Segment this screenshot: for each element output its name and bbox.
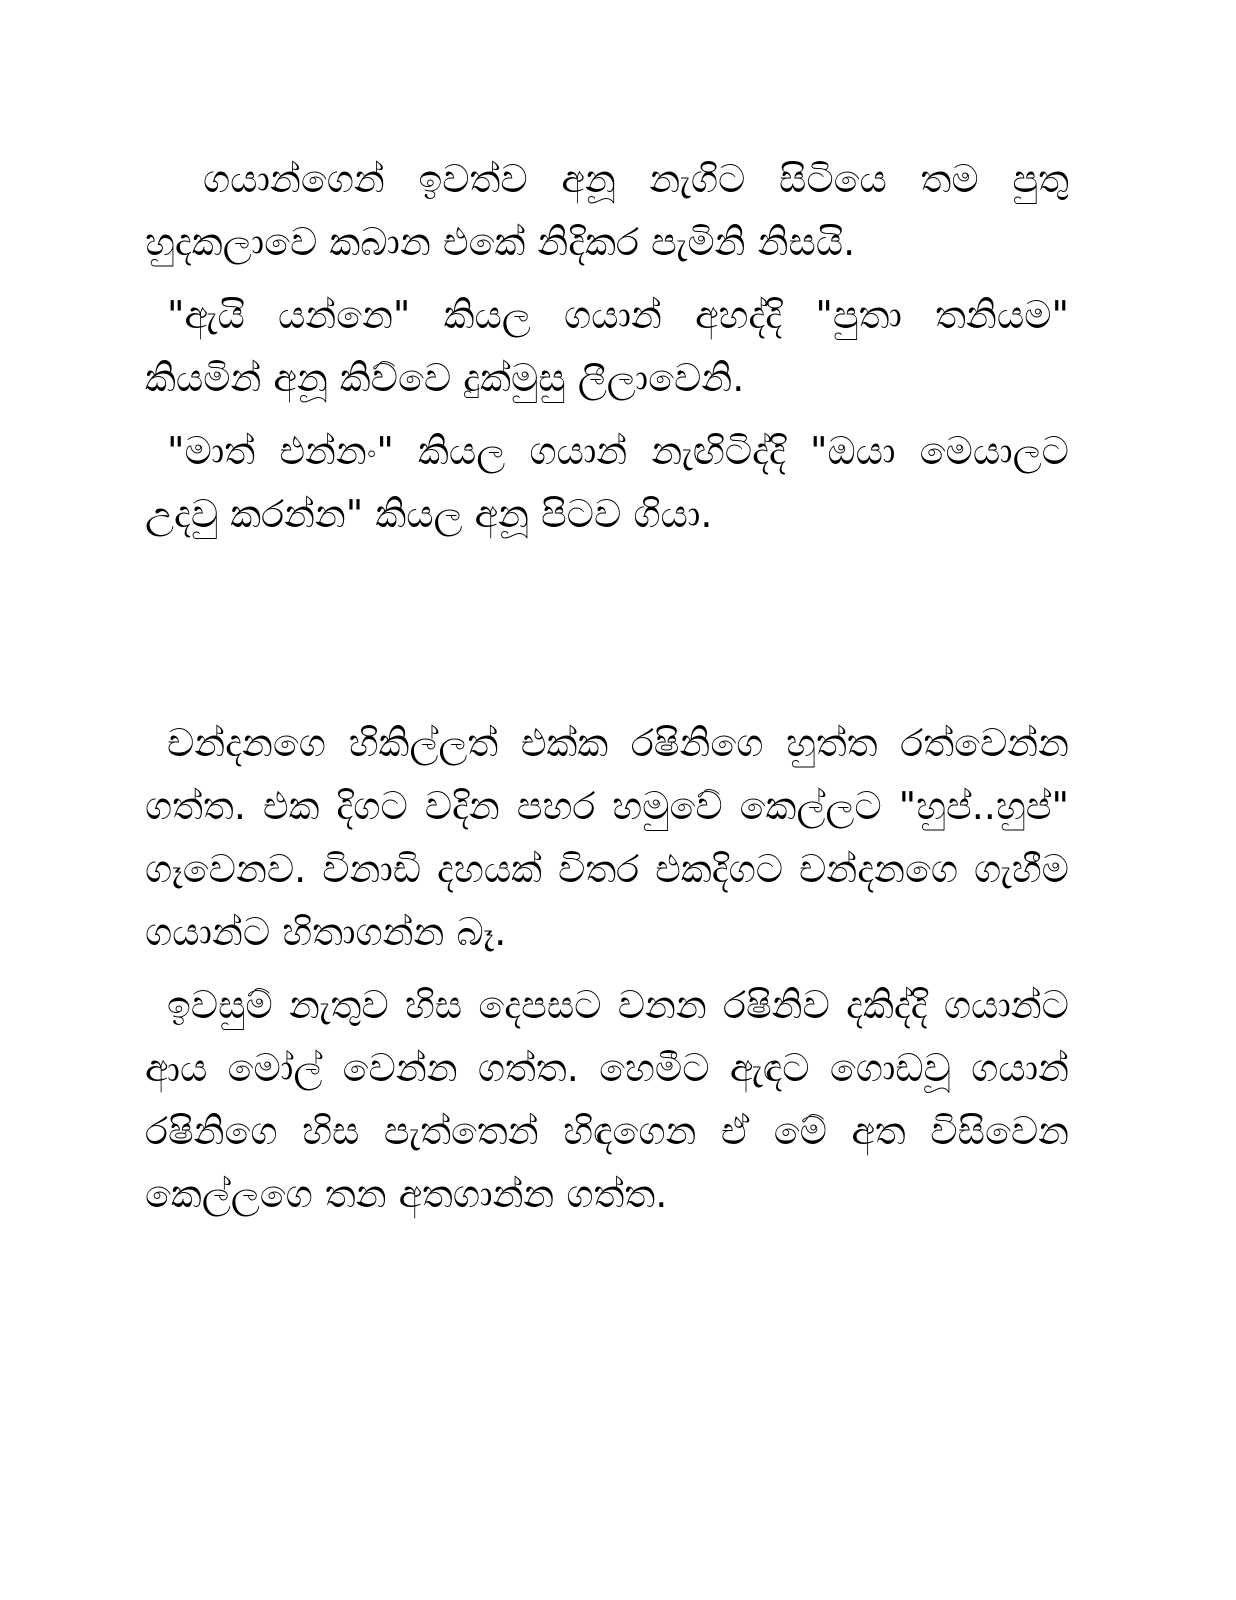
paragraph: ගයාන්ගෙන් ඉවත්ව අනූ නැගිට සිටියෙ තම පුතු හුදකලාවෙ කබාන එකේ නිදිකර පැමිනි නිසයි. <box>145 157 1069 264</box>
paragraph: "ඇයි යන්නෙ" කියල ගයාන් අහද්දි "පුතා තනියම" කියමින් අනූ කිව්වෙ දුක්මුසු ලීලාවෙනි. <box>145 293 1069 400</box>
text-section-2 <box>145 712 1069 1236</box>
paragraph: "මාත් එන්නං" කියල ගයාන් නැඟිටිද්දි "ඔයා මෙයාලට උදවු කරන්න" කියල අනූ පිටව ගියා. <box>145 429 1069 536</box>
paragraph: චන්දනගෙ හිකිල්ලත් එක්ක රෂිනිගෙ හුත්ත රත්වෙන්න ගත්ත. එක දිගට වදින පහර හමුවේ කෙල්ලට "හුප්..හුප්" ගෑවෙනව. විනාඩි දහයක් විතර එකදිගට චන්දනගෙ ගැහීම ගයාන්ට හිතාගන්න බෑ. <box>145 721 1069 954</box>
paragraph: ඉවසුම් නැතුව හිස දෙපසට වනන රෂිනිව දකිද්දි ගයාන්ට ආය මෝල් වෙන්න ගත්ත. හෙමීට ඇඳට ගොඩවූ ගයාන් රෂිනිගෙ හිස පැත්තෙන් හිඳගෙන ඒ මේ අත විසිවෙන කෙල්ලගෙ තන අතගාන්න ගත්ත. <box>145 983 1070 1216</box>
text-section-1 <box>145 148 1069 556</box>
